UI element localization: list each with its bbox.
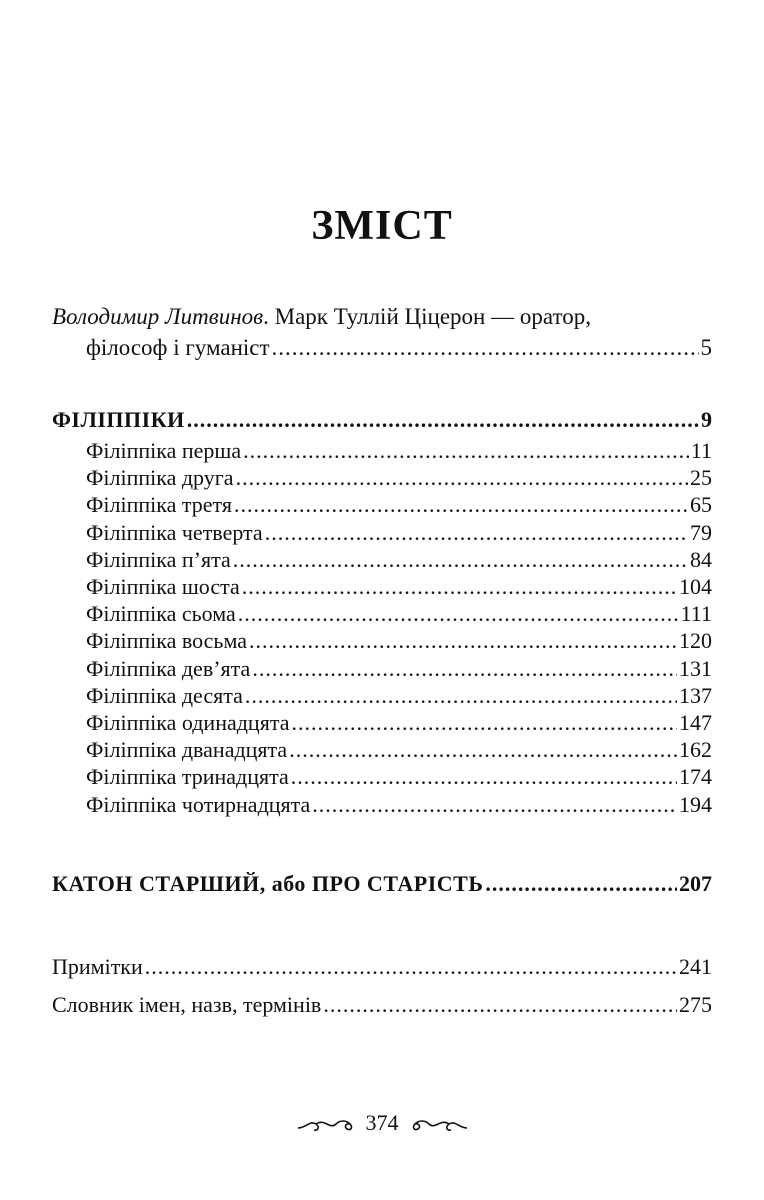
entry-page: 147 xyxy=(679,710,712,735)
section-label: ФІЛІППІКИ xyxy=(52,407,185,432)
toc-entry xyxy=(86,627,712,655)
dot-leader xyxy=(485,870,677,898)
intro-entry-line1 xyxy=(52,302,591,332)
intro-entry-line2 xyxy=(86,334,712,362)
toc-entry xyxy=(86,519,712,547)
entry-page: 194 xyxy=(679,791,712,817)
entry-page: 11 xyxy=(690,438,712,463)
toc-entry-glossary xyxy=(52,991,712,1019)
dot-leader xyxy=(236,464,688,492)
dot-leader xyxy=(252,655,677,683)
dot-leader xyxy=(238,600,679,628)
toc-entry xyxy=(86,437,712,465)
toc-entry xyxy=(86,600,712,628)
entry-label: Філіппіка п’ята xyxy=(86,546,231,572)
dot-leader xyxy=(145,953,677,981)
dot-leader xyxy=(289,736,677,764)
entry-label: Філіппіка друга xyxy=(86,465,234,491)
section-page: 207 xyxy=(679,871,712,896)
dot-leader xyxy=(272,334,699,362)
toc-entry xyxy=(86,791,712,819)
dot-leader xyxy=(242,573,677,601)
entry-page: 120 xyxy=(679,628,712,654)
entry-label: Філіппіка перша xyxy=(86,438,242,463)
toc-entry xyxy=(86,736,712,764)
entry-page: 111 xyxy=(680,601,712,627)
page-title: ЗМІСТ xyxy=(311,203,453,249)
dot-leader xyxy=(245,682,677,710)
entry-page: 65 xyxy=(690,492,712,518)
intro-title-line1: Марк Туллій Ціцерон — оратор, xyxy=(268,304,591,329)
toc-entry xyxy=(86,682,712,710)
entry-label: Філіппіка чотирнадцята xyxy=(86,791,311,817)
section-page: 9 xyxy=(701,407,712,432)
entry-page: 84 xyxy=(690,546,712,572)
entry-page: 241 xyxy=(679,954,712,979)
entry-label: Філіппіка восьма xyxy=(86,628,247,654)
intro-author: Володимир Литвинов xyxy=(52,304,264,329)
dot-leader xyxy=(265,519,688,547)
entry-page: 104 xyxy=(679,574,712,599)
entry-label: Словник імен, назв, термінів xyxy=(52,992,322,1017)
intro-title-line2: філософ і гуманіст xyxy=(86,335,270,360)
right-ornament-icon xyxy=(409,1112,469,1134)
entry-page: 137 xyxy=(679,682,712,708)
toc-entry xyxy=(86,709,712,737)
toc-section-philippics xyxy=(52,406,712,434)
toc-entry xyxy=(86,763,712,791)
entry-page: 174 xyxy=(679,764,712,790)
page-footer xyxy=(0,1110,764,1136)
page-number: 374 xyxy=(365,1110,399,1135)
entry-page: 131 xyxy=(679,655,712,681)
entry-label: Філіппіка тринадцята xyxy=(86,764,289,790)
entry-label: Філіппіка сьома xyxy=(86,601,236,627)
intro-page: 5 xyxy=(700,335,712,360)
toc-entry xyxy=(86,546,712,574)
dot-leader xyxy=(291,709,677,737)
toc-entry xyxy=(86,464,712,492)
dot-leader xyxy=(187,406,699,434)
dot-leader xyxy=(243,437,689,465)
dot-leader xyxy=(233,546,688,574)
dot-leader xyxy=(323,991,677,1019)
entry-label: Філіппіка дванадцята xyxy=(86,737,288,763)
toc-entry xyxy=(86,491,712,519)
entry-page: 79 xyxy=(690,519,712,545)
entry-label: Примітки xyxy=(52,954,143,979)
dot-leader xyxy=(234,491,688,519)
entry-label: Філіппіка десята xyxy=(86,682,243,708)
dot-leader xyxy=(249,627,677,655)
entry-label: Філіппіка дев’ята xyxy=(86,655,251,681)
entry-page: 162 xyxy=(679,737,712,763)
intro-author-sep: . xyxy=(263,304,269,329)
left-ornament-icon xyxy=(296,1112,356,1134)
entry-label: Філіппіка третя xyxy=(86,492,232,518)
entry-page: 25 xyxy=(690,465,712,491)
dot-leader xyxy=(291,763,677,791)
dot-leader xyxy=(312,791,677,819)
entry-label: Філіппіка четверта xyxy=(86,519,263,545)
section-label: КАТОН СТАРШИЙ, або ПРО СТАРІСТЬ xyxy=(52,871,484,896)
toc-section-cato xyxy=(52,870,712,898)
entry-label: Філіппіка одинадцята xyxy=(86,710,290,735)
toc-entry xyxy=(86,573,712,601)
entry-label: Філіппіка шоста xyxy=(86,574,240,599)
toc-entry-notes xyxy=(52,953,712,981)
entry-page: 275 xyxy=(679,992,712,1017)
toc-entry xyxy=(86,655,712,683)
